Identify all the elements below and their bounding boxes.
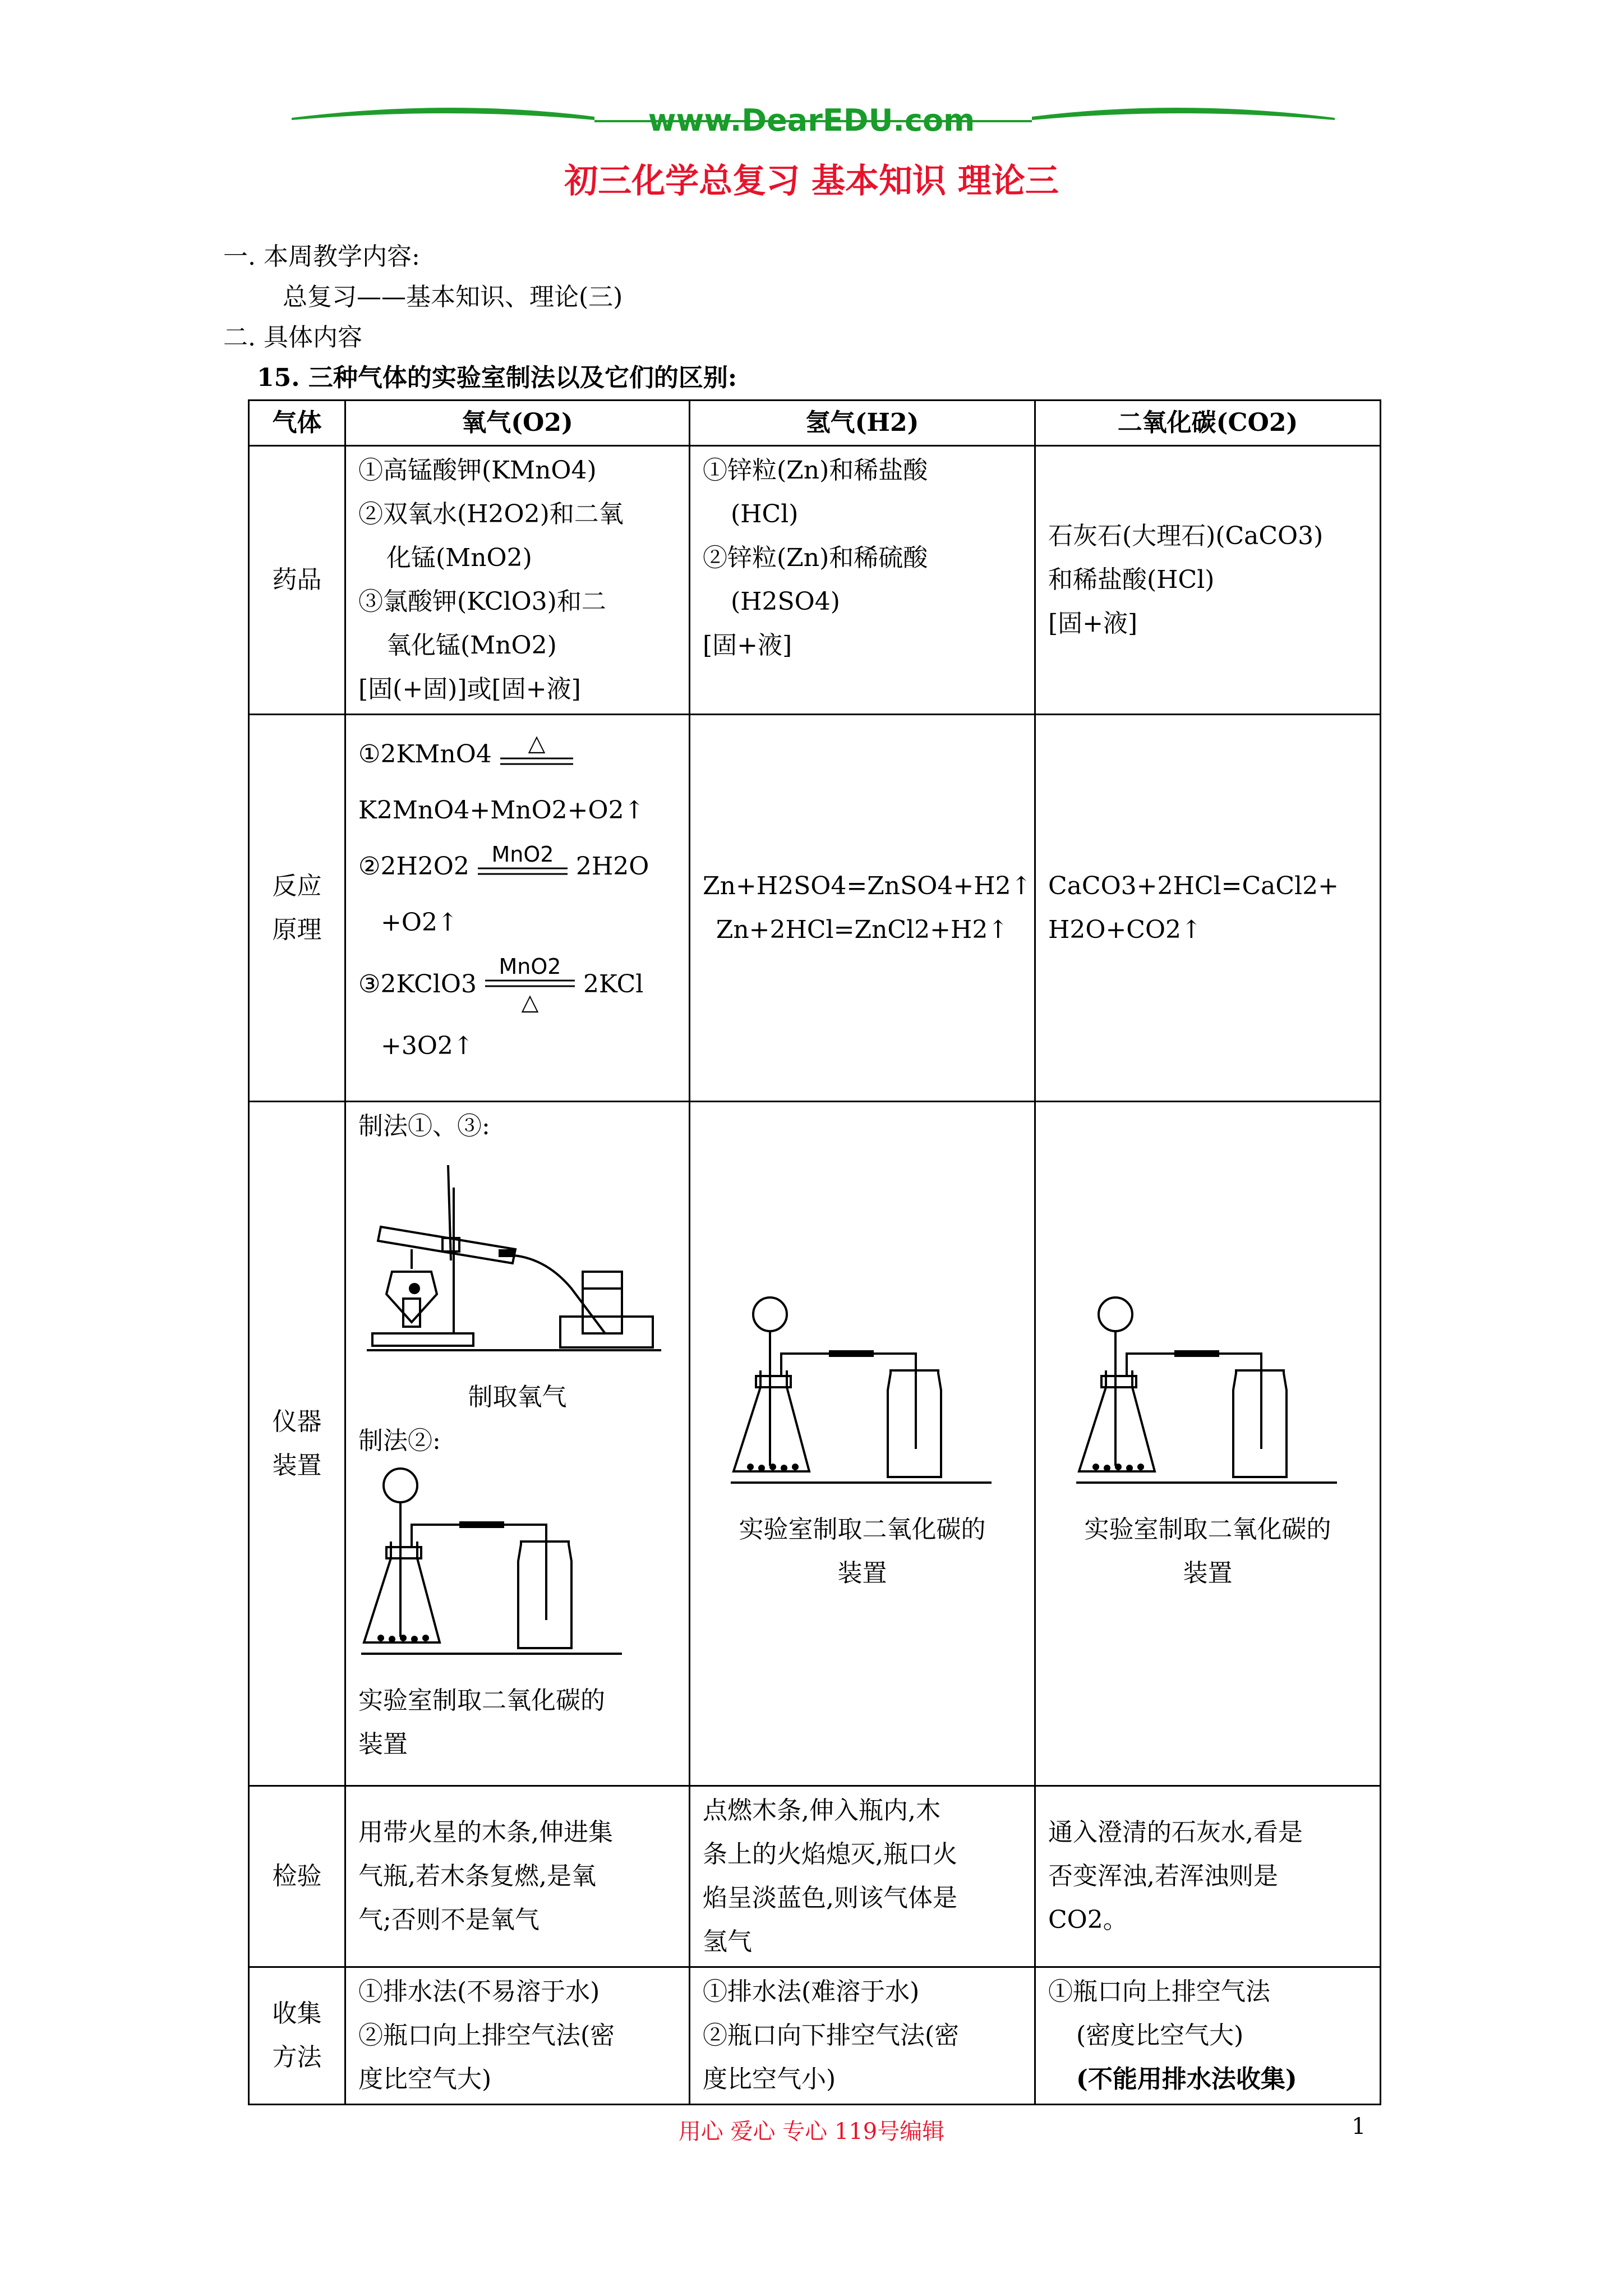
row-label-line: 装置	[272, 1451, 322, 1480]
o2-principle	[345, 715, 690, 1102]
co2-principle	[1035, 715, 1381, 1102]
caption-line: 实验室制取二氧化碳的	[358, 1686, 605, 1715]
h2-equation: Zn+2HCl=ZnCl2+H2↑	[716, 915, 1009, 944]
equation-reactant: ①2KMnO4	[358, 740, 492, 769]
collect-line: ①瓶口向上排空气法	[1048, 1977, 1270, 2006]
h2-apparatus	[690, 1102, 1035, 1786]
h2-principle	[690, 715, 1035, 1102]
h2-reagent-line: ②锌粒(Zn)和稀硫酸	[703, 544, 928, 572]
collect-line-bold: (不能用排水法收集)	[1076, 2065, 1297, 2093]
test-line: 点燃木条,伸入瓶内,木	[703, 1796, 940, 1825]
row-label-principle	[249, 715, 345, 1102]
co2-apparatus	[1035, 1102, 1381, 1786]
gas-comparison-table	[248, 399, 1381, 2105]
co2-collect	[1035, 1967, 1381, 2105]
test-line: 焰呈淡蓝色,则该气体是	[703, 1884, 957, 1912]
test-line: 氢气	[703, 1927, 752, 1956]
caption-line: 实验室制取二氧化碳的	[739, 1515, 986, 1544]
o2-test	[345, 1786, 690, 1967]
heat-condition-sign	[497, 729, 576, 780]
heat-symbol: △	[528, 730, 546, 756]
co2-reagent-line: 石灰石(大理石)(CaCO3)	[1048, 522, 1324, 550]
method-2-label: 制法②:	[358, 1427, 441, 1455]
site-header	[0, 101, 1623, 163]
row-label-line: 原理	[272, 915, 322, 944]
collect-line: ①排水法(不易溶于水)	[358, 1977, 600, 2006]
row-label-line: 仪器	[272, 1407, 322, 1436]
equation-1-products: K2MnO4+MnO2+O2↑	[358, 796, 645, 825]
h2-reagents	[690, 446, 1035, 715]
document-title: 初三化学总复习 基本知识 理论三	[564, 162, 1059, 201]
co2-equation: CaCO3+2HCl=CaCl2+	[1048, 871, 1339, 900]
o2-collect	[345, 1967, 690, 2105]
equation-reactant: ③2KClO3	[358, 970, 477, 999]
caption-line: 实验室制取二氧化碳的	[1084, 1515, 1331, 1544]
caption-line: 装置	[1183, 1559, 1233, 1588]
h2-reagent-line: (H2SO4)	[731, 587, 840, 616]
h2-reagent-line: ①锌粒(Zn)和稀盐酸	[703, 456, 928, 485]
outline-line-3: 二. 具体内容	[223, 323, 362, 352]
heating-apparatus-diagram	[358, 1148, 672, 1361]
catalyst-label: MnO2	[491, 842, 554, 867]
header-hydrogen: 氢气(H2)	[690, 401, 1035, 446]
collect-line: 度比空气大)	[358, 2065, 492, 2093]
row-label-line: 方法	[272, 2043, 322, 2072]
catalyst-condition-sign	[475, 841, 570, 892]
o2-reagent-line: 化锰(MnO2)	[386, 544, 532, 572]
o2-reagent-line: [固(+固)]或[固+液]	[358, 675, 581, 703]
co2-reagent-line: [固+液]	[1048, 609, 1138, 638]
co2-reagent-line: 和稀盐酸(HCl)	[1048, 565, 1215, 594]
co2-equation: H2O+CO2↑	[1048, 915, 1202, 944]
o2-apparatus	[345, 1102, 690, 1786]
equation-product: 2KCl	[583, 970, 644, 999]
equation-reactant: ②2H2O2	[358, 852, 469, 881]
co2-test	[1035, 1786, 1381, 1967]
footer-slogan: 用心 爱心 专心 119号编辑	[678, 2119, 945, 2145]
collect-line: ①排水法(难溶于水)	[703, 1977, 920, 2006]
caption-make-oxygen: 制取氧气	[468, 1383, 567, 1411]
flask-apparatus-diagram	[1073, 1292, 1343, 1494]
test-line: 条上的火焰熄灭,瓶口火	[703, 1840, 957, 1869]
header-carbon-dioxide: 二氧化碳(CO2)	[1035, 401, 1381, 446]
table-row-apparatus	[249, 1102, 1381, 1786]
test-line: 用带火星的木条,伸进集	[358, 1818, 613, 1847]
table-row-reagents	[249, 446, 1381, 715]
o2-reagent-line: ①高锰酸钾(KMnO4)	[358, 456, 597, 485]
h2-test	[690, 1786, 1035, 1967]
catalyst-heat-condition-sign	[482, 954, 578, 1015]
h2-collect	[690, 1967, 1035, 2105]
o2-reagent-line: 氧化锰(MnO2)	[386, 631, 557, 660]
o2-reagent-line: ②双氧水(H2O2)和二氧	[358, 500, 624, 528]
flask-apparatus-diagram	[728, 1292, 997, 1494]
table-row-principle	[249, 715, 1381, 1102]
equation-3	[358, 951, 676, 1018]
row-label-line: 收集	[272, 1999, 322, 2028]
collect-line: (密度比空气大)	[1076, 2021, 1244, 2050]
collect-line: ②瓶口向上排空气法(密	[358, 2021, 615, 2050]
co2-reagents	[1035, 446, 1381, 715]
header-oxygen: 氧气(O2)	[345, 401, 690, 446]
row-label-reagents: 药品	[249, 446, 345, 715]
flask-apparatus-diagram	[358, 1463, 628, 1665]
test-line: 气瓶,若木条复燃,是氧	[358, 1862, 596, 1890]
catalyst-label: MnO2	[499, 954, 561, 979]
row-label-test: 检验	[249, 1786, 345, 1967]
equation-2-products: +O2↑	[381, 908, 458, 937]
equation-product: 2H2O	[575, 852, 649, 881]
test-line: 否变浑浊,若浑浊则是	[1048, 1862, 1278, 1890]
table-row-collect	[249, 1967, 1381, 2105]
row-label-apparatus	[249, 1102, 345, 1786]
o2-reagent-line: ③氯酸钾(KClO3)和二	[358, 587, 606, 616]
h2-reagent-line: [固+液]	[703, 631, 792, 660]
row-label-line: 反应	[272, 871, 322, 900]
outline-line-2: 总复习——基本知识、理论(三)	[283, 283, 623, 311]
test-line: 气;否则不是氧气	[358, 1906, 540, 1934]
section-heading: 15. 三种气体的实验室制法以及它们的区别:	[257, 364, 737, 392]
h2-equation: Zn+H2SO4=ZnSO4+H2↑	[703, 871, 1032, 900]
row-label-collect	[249, 1967, 345, 2105]
outline-line-1: 一. 本周教学内容:	[223, 242, 420, 271]
test-line: CO2。	[1048, 1906, 1128, 1934]
page-number: 1	[1352, 2114, 1366, 2139]
test-line: 通入澄清的石灰水,看是	[1048, 1818, 1303, 1847]
o2-reagents	[345, 446, 690, 715]
collect-line: ②瓶口向下排空气法(密	[703, 2021, 960, 2050]
table-header-row	[249, 401, 1381, 446]
method-1-3-label: 制法①、③:	[358, 1112, 490, 1140]
site-name: www.DearEDU.com	[648, 103, 975, 138]
table-row-test	[249, 1786, 1381, 1967]
header-gas: 气体	[249, 401, 345, 446]
h2-reagent-line: (HCl)	[731, 500, 799, 528]
heat-symbol: △	[521, 990, 539, 1015]
caption-line: 装置	[837, 1559, 887, 1588]
equation-1	[358, 726, 676, 783]
collect-line: 度比空气小)	[703, 2065, 836, 2093]
caption-line: 装置	[358, 1730, 408, 1759]
equation-2	[358, 839, 676, 895]
equation-3-products: +3O2↑	[381, 1032, 474, 1060]
